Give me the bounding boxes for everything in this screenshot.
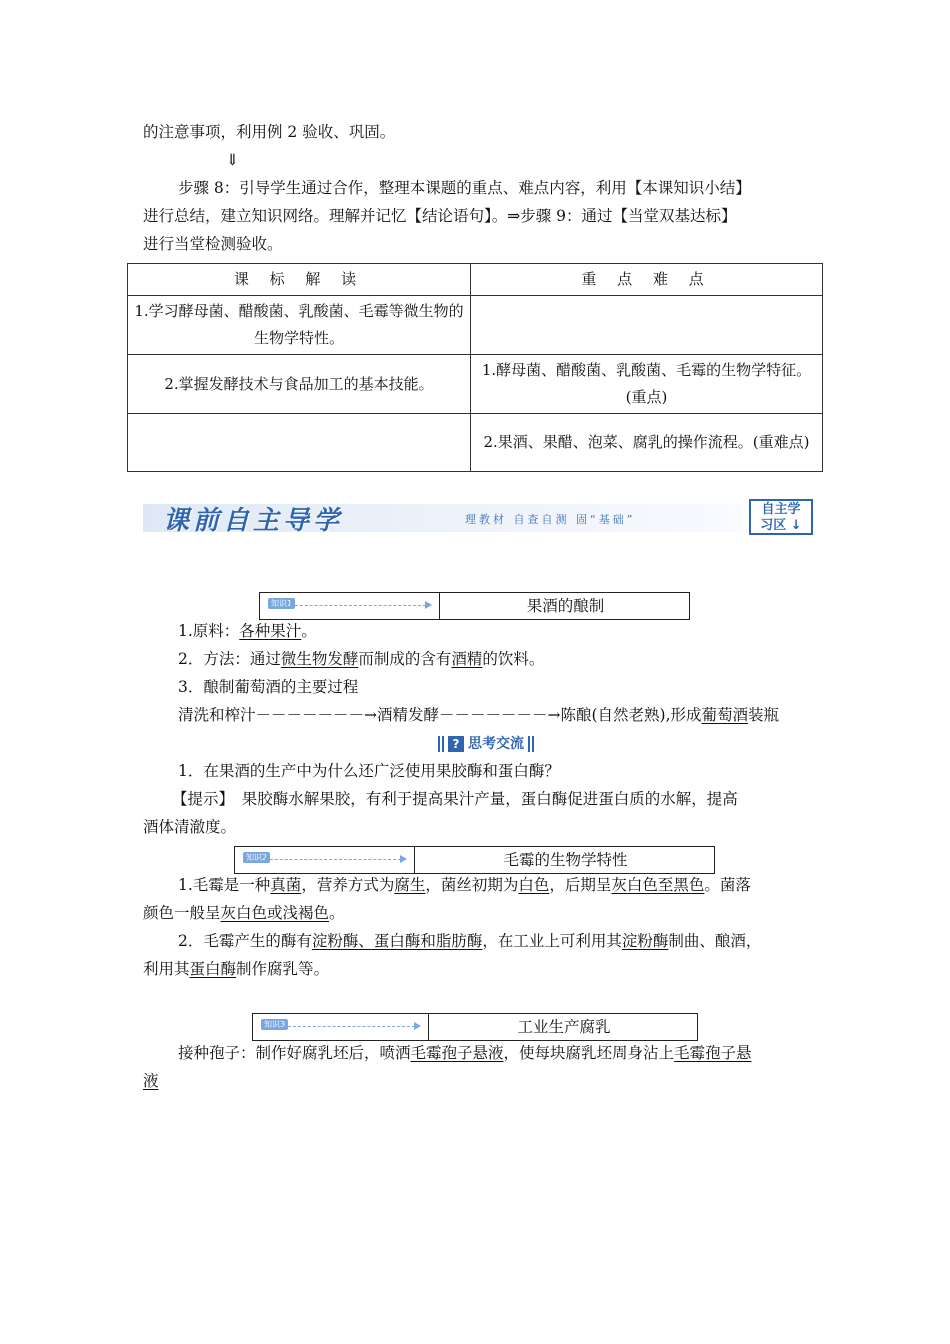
arrow-right-icon [425,601,432,609]
text: 清洗和榨汁－－－－－－－→酒精发酵－－－－－－－→陈酿(自然老熟),形成 [178,706,702,724]
k1-item2 [178,648,544,670]
text: 1.原料： [178,622,240,640]
text: 颜色一般呈 [143,904,221,922]
think-label: 思考交流 [468,736,524,752]
banner-subtitle: 理教材 自查自测 固“基础” [465,513,636,526]
text: 的饮料。 [482,650,545,668]
answer-blank: 毛霉孢子悬液 [410,1044,504,1062]
arrow-right-icon [400,855,407,863]
knowledge-header-1 [259,592,690,620]
knowledge-header-3 [252,1013,698,1041]
text: 利用其 [143,960,190,978]
k1-process [178,704,779,726]
answer-blank: 白色 [518,876,550,894]
bar-icon [532,736,534,752]
table-header-keypoints: 重 点 难 点 [471,264,823,296]
text: ，营养方式为 [301,876,395,894]
text: 。 [329,904,345,922]
hint-line2: 酒体清澈度。 [143,818,237,836]
table-cell [471,296,823,355]
bar-icon [442,736,444,752]
answer-blank: 腐生 [394,876,426,894]
knowledge-title: 工业生产腐乳 [517,1018,611,1036]
text: 制曲、酿酒， [668,932,762,950]
step8-line2: 进行总结，建立知识网络。理解并记忆【结论语句】。⇒步骤 9：通过【当堂双基达标】 [143,207,737,225]
banner-title: 课前自主导学 [163,506,344,536]
text: ，菌丝初期为 [425,876,519,894]
k2-p1-line2 [143,902,345,924]
table-cell: 1.学习酵母菌、醋酸菌、乳酸菌、毛霉等微生物的生物学特性。 [128,296,471,355]
arrow-line [265,859,401,860]
knowledge-tag [235,847,415,873]
think-exchange-label [437,734,535,754]
k2-p1-line1 [178,874,751,896]
text: 制作腐乳等。 [236,960,330,978]
knowledge-title: 果酒的酿制 [526,597,605,615]
self-study-badge [749,499,813,535]
answer-blank: 毛霉孢子悬 [674,1044,752,1062]
answer-blank: 酒精 [451,650,483,668]
badge-line1: 自主学 [761,502,801,517]
answer-blank: 淀粉酶、蛋白酶和脂肪酶 [311,932,483,950]
text: 。 [301,622,317,640]
arrow-line [290,605,426,606]
table-header-standards: 课 标 解 读 [128,264,471,296]
bar-icon [528,736,530,752]
answer-blank: 淀粉酶 [621,932,669,950]
answer-blank: 液 [143,1072,159,1090]
question-icon: ? [448,736,464,752]
answer-blank: 微生物发酵 [280,650,359,668]
answer-blank: 灰白色至黑色 [611,876,705,894]
down-arrow-icon: ⇓ [226,151,239,169]
k2-p2-line2 [143,958,329,980]
think-question: 1．在果酒的生产中为什么还广泛使用果胶酶和蛋白酶？ [178,762,560,780]
k1-item3: 3．酿制葡萄酒的主要过程 [178,678,359,696]
step8-line3: 进行当堂检测验收。 [143,235,283,253]
knowledge-tag-label: 知识3 [261,1019,288,1030]
text: 2．方法：通过 [178,650,281,668]
step8-line1: 步骤 8：引导学生通过合作，整理本课题的重点、难点内容，利用【本课知识小结】 [178,179,751,197]
k3-line2 [143,1070,159,1092]
answer-blank: 真菌 [270,876,302,894]
knowledge-header-2 [234,846,715,874]
standards-table [127,263,823,472]
intro-line: 的注意事项，利用例 2 验收、巩固。 [143,123,396,141]
badge-line2: 习区 ↓ [760,518,802,533]
k1-item1 [178,620,317,642]
knowledge-tag-label: 知识1 [268,598,295,609]
answer-blank: 灰白色或浅褐色 [220,904,330,922]
table-cell [128,414,471,472]
text: ，后期呈 [549,876,612,894]
answer-blank: 各种果汁 [239,622,302,640]
knowledge-tag [253,1014,429,1040]
answer-blank: 蛋白酶 [189,960,237,978]
text: 装瓶 [748,706,780,724]
knowledge-tag-label: 知识2 [243,852,270,863]
text: 而制成的含有 [358,650,452,668]
text: ，使每块腐乳坯周身沾上 [503,1044,675,1062]
bar-icon [438,736,440,752]
text: ，在工业上可利用其 [482,932,622,950]
k2-p2-line1 [178,930,761,952]
arrow-right-icon [414,1022,421,1030]
table-cell: 2.果酒、果醋、泡菜、腐乳的操作流程。(重难点) [471,414,823,472]
section-banner [143,498,815,538]
text: 2．毛霉产生的酶有 [178,932,312,950]
text: 。菌落 [704,876,751,894]
answer-blank: 葡萄酒 [701,706,749,724]
text: 接种孢子：制作好腐乳坯后，喷洒 [178,1044,411,1062]
knowledge-tag [260,593,440,619]
k3-line1 [178,1042,752,1064]
arrow-line [283,1026,415,1027]
hint-line1: 【提示】 果胶酶水解果胶，有利于提高果汁产量，蛋白酶促进蛋白质的水解，提高 [172,790,738,808]
table-cell: 1.酵母菌、醋酸菌、乳酸菌、毛霉的生物学特征。(重点) [471,355,823,414]
knowledge-title: 毛霉的生物学特性 [503,851,628,869]
text: 1.毛霉是一种 [178,876,271,894]
table-cell: 2.掌握发酵技术与食品加工的基本技能。 [128,355,471,414]
